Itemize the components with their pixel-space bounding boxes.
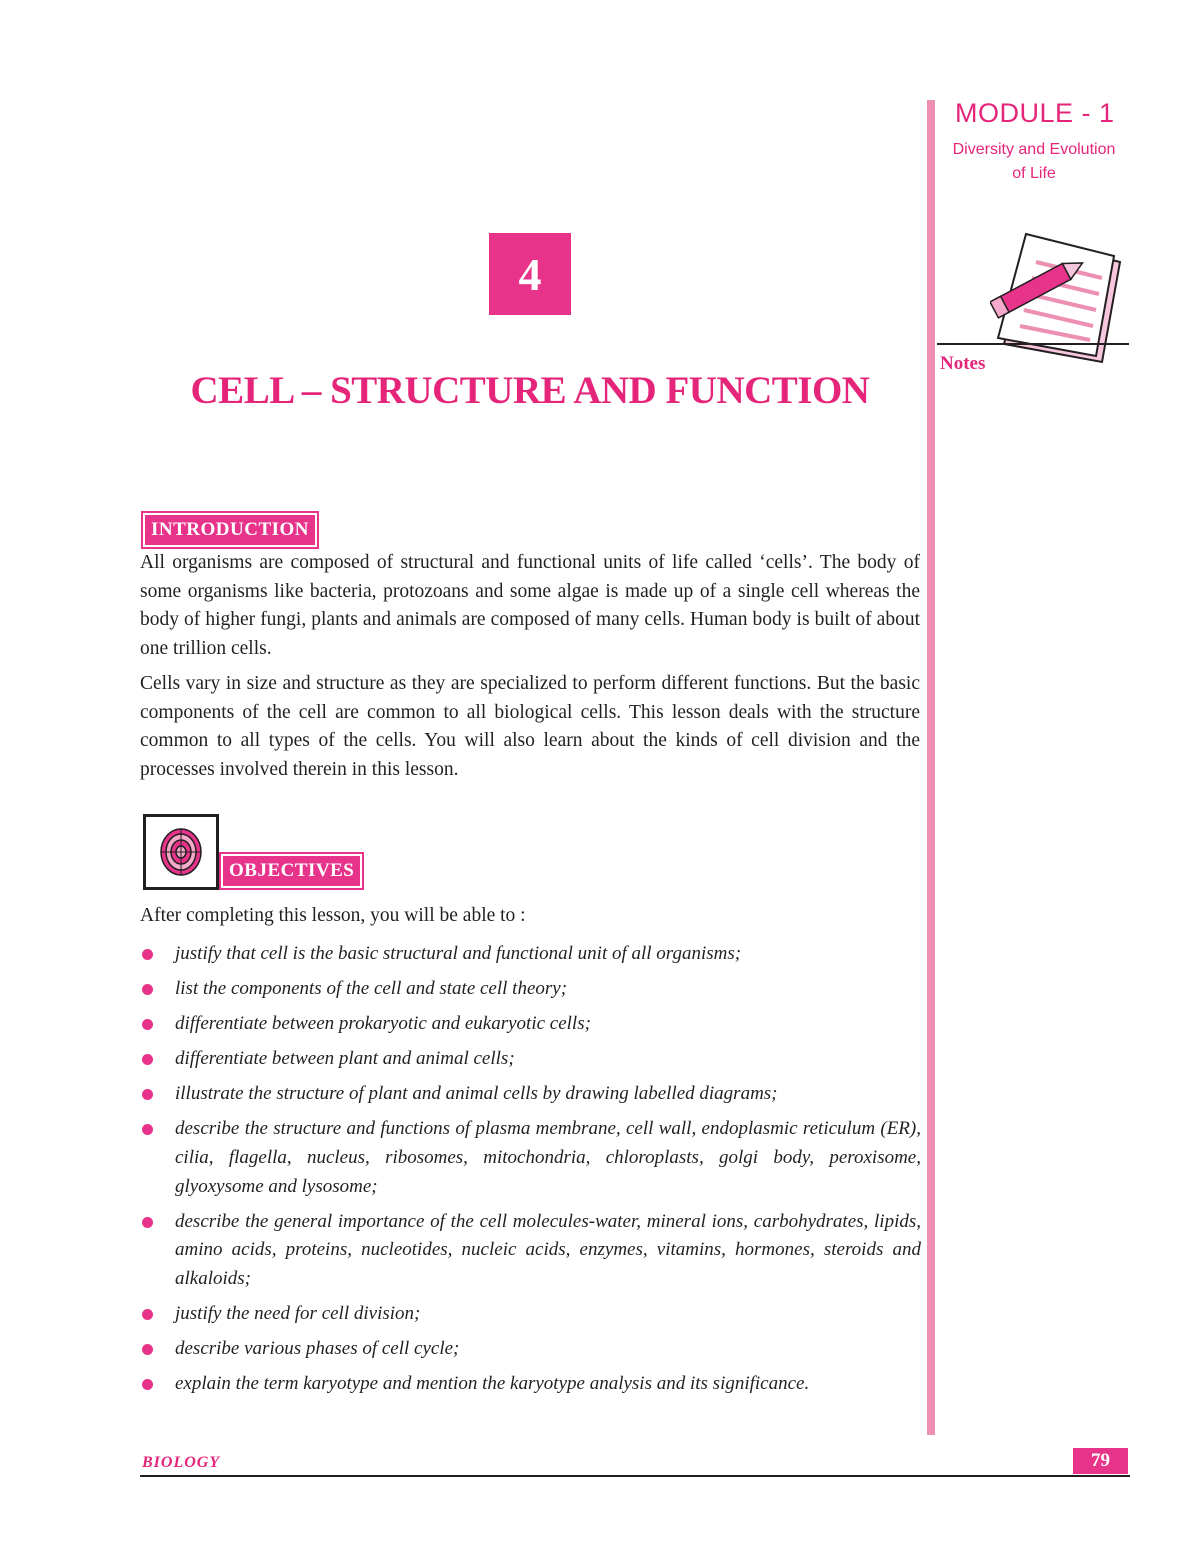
objective-text: list the components of the cell and state cell theory; — [175, 978, 568, 1000]
bullet-dot-icon — [142, 1124, 153, 1135]
objective-text: differentiate between plant and animal cells; — [175, 1048, 515, 1070]
list-item — [140, 1208, 921, 1294]
list-item — [140, 1115, 921, 1201]
list-item — [140, 940, 921, 969]
bullet-dot-icon — [142, 1217, 153, 1228]
notes-rule — [937, 343, 1129, 345]
objective-text: describe the general importance of the cell molecules-water, mineral ions, carbohydrates, lipids, amino acids, proteins, nucleotides, nucleic acids, enzymes, vitamins, hormones, steroids and alkaloids; — [175, 1210, 921, 1289]
footer-rule — [140, 1475, 1130, 1477]
objective-text: illustrate the structure of plant and animal cells by drawing labelled diagrams; — [175, 1083, 778, 1105]
target-icon — [143, 814, 219, 890]
list-item — [140, 1045, 921, 1074]
chapter-title: CELL – STRUCTURE AND FUNCTION — [190, 369, 870, 412]
module-subtitle-line1: Diversity and Evolution — [952, 141, 1116, 158]
bullet-dot-icon — [142, 1054, 153, 1065]
list-item — [140, 1080, 921, 1109]
objective-text: differentiate between prokaryotic and eukaryotic cells; — [175, 1013, 591, 1035]
module-title: MODULE - 1 — [955, 98, 1115, 128]
margin-divider — [927, 100, 935, 1435]
objective-text: describe various phases of cell cycle; — [175, 1338, 460, 1360]
bullet-dot-icon — [142, 1089, 153, 1100]
bullet-dot-icon — [142, 949, 153, 960]
introduction-paragraph: All organisms are composed of structural and functional units of life called ‘cells’. The body of some organisms like bacteria, protozoans and some algae is made up of a single cell whereas the body of higher fungi, plants and animals are composed of many cells. Human body is built of about one trillion cells. — [140, 552, 920, 659]
list-item — [140, 1010, 921, 1039]
objective-text: describe the structure and functions of plasma membrane, cell wall, endoplasmic reticulum (ER), cilia, flagella, nucleus, ribosomes, mitochondria, chloroplasts, golgi body, peroxisome, glyoxysome and lysosome; — [175, 1118, 921, 1197]
list-item — [140, 1370, 921, 1399]
objective-text: justify the need for cell division; — [175, 1303, 421, 1325]
bullet-dot-icon — [142, 984, 153, 995]
objectives-heading: OBJECTIVES — [223, 856, 360, 886]
objective-text: justify that cell is the basic structural and functional unit of all organisms; — [175, 943, 742, 964]
list-item — [140, 1300, 921, 1329]
objectives-list — [140, 940, 921, 1405]
notes-label: Notes — [940, 353, 986, 374]
list-item — [140, 1335, 921, 1364]
bullet-dot-icon — [142, 1019, 153, 1030]
module-subtitle — [936, 138, 1132, 186]
chapter-number: 4 — [489, 233, 571, 315]
list-item — [140, 975, 921, 1004]
objectives-lead: After completing this lesson, you will be able to : — [140, 905, 526, 926]
footer-subject: BIOLOGY — [142, 1454, 221, 1471]
introduction-paragraph: Cells vary in size and structure as they are specialized to perform different functions. But the basic components of the cell are common to all biological cells. This lesson deals with the structure common to all types of the cells. You will also learn about the kinds of cell division and the processes involved therein in this lesson. — [140, 673, 920, 780]
notepad-pencil-icon — [990, 232, 1130, 377]
objective-text: explain the term karyotype and mention the karyotype analysis and its significance. — [175, 1373, 810, 1395]
module-subtitle-line2: of Life — [1012, 165, 1056, 182]
bullet-dot-icon — [142, 1344, 153, 1355]
introduction-heading: INTRODUCTION — [145, 515, 315, 545]
bullet-dot-icon — [142, 1379, 153, 1390]
bullet-dot-icon — [142, 1309, 153, 1320]
page-number: 79 — [1073, 1448, 1128, 1474]
